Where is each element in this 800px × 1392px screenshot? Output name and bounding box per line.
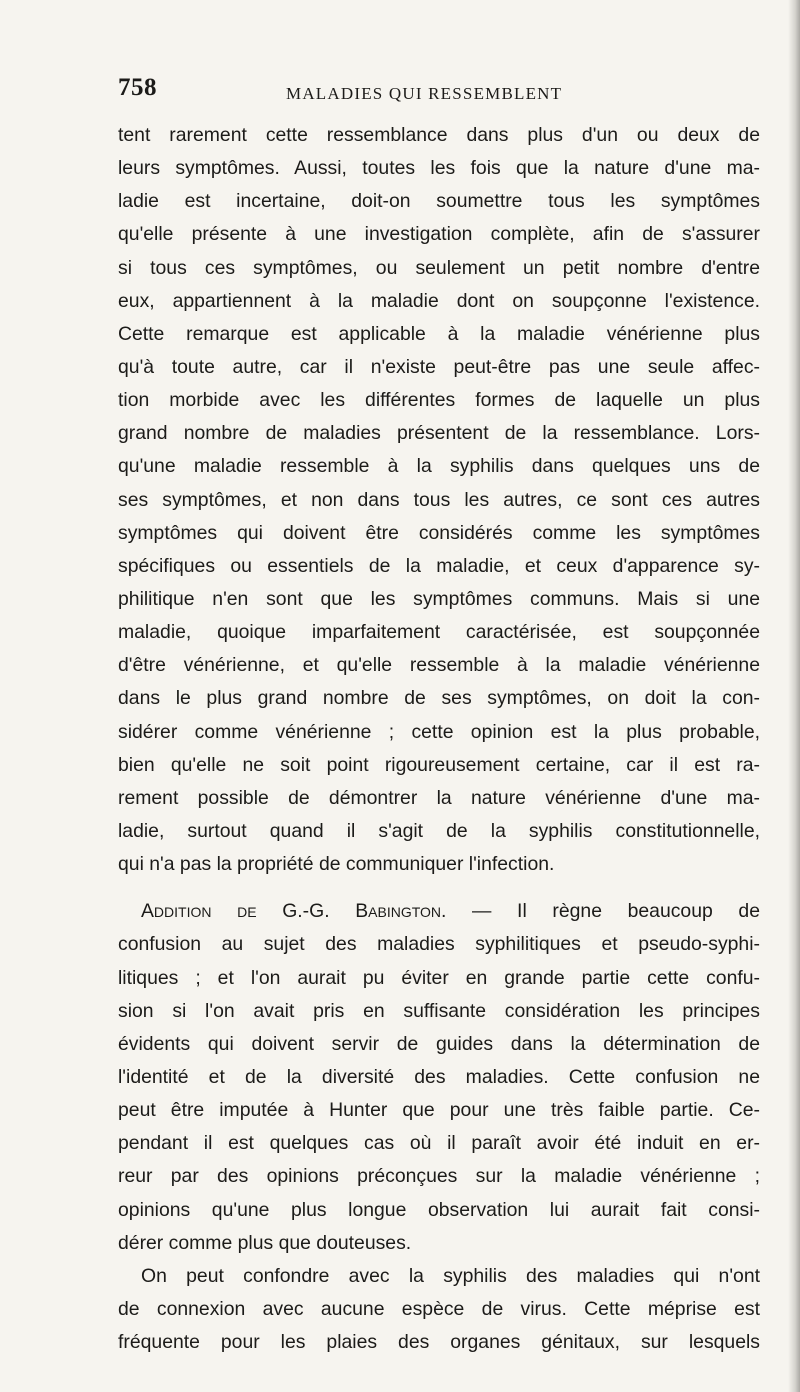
text-line: eux, appartiennent à la maladie dont on soupçonne l'existence. (118, 289, 760, 312)
text-line: sion si l'on avait pris en suffisante considération les principes (118, 999, 760, 1022)
page-header (118, 74, 778, 108)
text-line: leurs symptômes. Aussi, toutes les fois que la nature d'une ma- (118, 157, 760, 180)
paragraph-2 (118, 895, 760, 1260)
text-line: qu'elle présente à une investigation complète, afin de s'assurer (118, 223, 760, 246)
text-line: qu'à toute autre, car il n'existe peut-être pas une seule affec- (118, 355, 760, 378)
text-line: rement possible de démontrer la nature vénérienne d'une ma- (118, 786, 760, 809)
text-line: dans le plus grand nombre de ses symptômes, on doit la con- (118, 687, 760, 710)
text-line: tent rarement cette ressemblance dans plus d'un ou deux de (118, 124, 760, 146)
text-line: maladie, quoique imparfaitement caractérisée, est soupçonnée (118, 621, 760, 644)
text-line: ladie, surtout quand il s'agit de la syphilis constitutionnelle, (118, 819, 760, 842)
text-line: confusion au sujet des maladies syphilitiques et pseudo-syphi- (118, 933, 760, 956)
text-line: sidérer comme vénérienne ; cette opinion est la plus probable, (118, 720, 760, 743)
text-line: d'être vénérienne, et qu'elle ressemble à la maladie vénérienne (118, 654, 760, 677)
heading-continuation: — Il règne beaucoup de (446, 900, 760, 923)
paragraph-3 (118, 1260, 760, 1359)
text-line (118, 895, 760, 928)
text-line: Cette remarque est applicable à la maladie vénérienne plus (118, 322, 760, 345)
paragraph-1 (118, 119, 760, 881)
text-line: grand nombre de maladies présentent de la ressemblance. Lors- (118, 422, 760, 445)
text-line: opinions qu'une plus longue observation lui aurait fait consi- (118, 1198, 760, 1221)
text-line: si tous ces symptômes, ou seulement un petit nombre d'entre (118, 256, 760, 279)
text-line: spécifiques ou essentiels de la maladie, et ceux d'apparence sy- (118, 554, 760, 577)
text-line: bien qu'elle ne soit point rigoureusement certaine, car il est ra- (118, 753, 760, 776)
text-line: tion morbide avec les différentes formes de laquelle un plus (118, 389, 760, 412)
text-line: de connexion avec aucune espèce de virus. Cette méprise est (118, 1297, 760, 1320)
text-line: On peut confondre avec la syphilis des maladies qui n'ont (141, 1264, 760, 1287)
text-line: qu'une maladie ressemble à la syphilis dans quelques uns de (118, 455, 760, 478)
text-line: philitique n'en sont que les symptômes communs. Mais si une (118, 587, 760, 610)
page-edge-shadow (788, 0, 800, 1392)
text-line: évidents qui doivent servir de guides dans la détermination de (118, 1032, 760, 1055)
page-number: 758 (118, 74, 157, 101)
running-title: MALADIES QUI RESSEMBLENT (286, 84, 563, 103)
text-line: ses symptômes, et non dans tous les autres, ce sont ces autres (118, 488, 760, 511)
section-heading: Addition de G.-G. Babington. (141, 900, 447, 923)
text-line: l'identité et de la diversité des maladies. Cette confusion ne (118, 1065, 760, 1088)
paragraph-gap (118, 881, 760, 895)
text-line: qui n'a pas la propriété de communiquer l'infection. (118, 853, 555, 876)
text-line: dérer comme plus que douteuses. (118, 1231, 412, 1254)
text-line: litiques ; et l'on aurait pu éviter en grande partie cette confu- (118, 966, 760, 989)
text-line: fréquente pour les plaies des organes génitaux, sur lesquels (118, 1331, 760, 1354)
text-line: pendant il est quelques cas où il paraît avoir été induit en er- (118, 1132, 760, 1155)
text-line: ladie est incertaine, doit-on soumettre tous les symptômes (118, 190, 760, 213)
body-text (118, 119, 760, 1359)
text-line: peut être imputée à Hunter que pour une très faible partie. Ce- (118, 1099, 760, 1122)
text-line: reur par des opinions préconçues sur la maladie vénérienne ; (118, 1165, 760, 1188)
text-line: symptômes qui doivent être considérés comme les symptômes (118, 521, 760, 544)
